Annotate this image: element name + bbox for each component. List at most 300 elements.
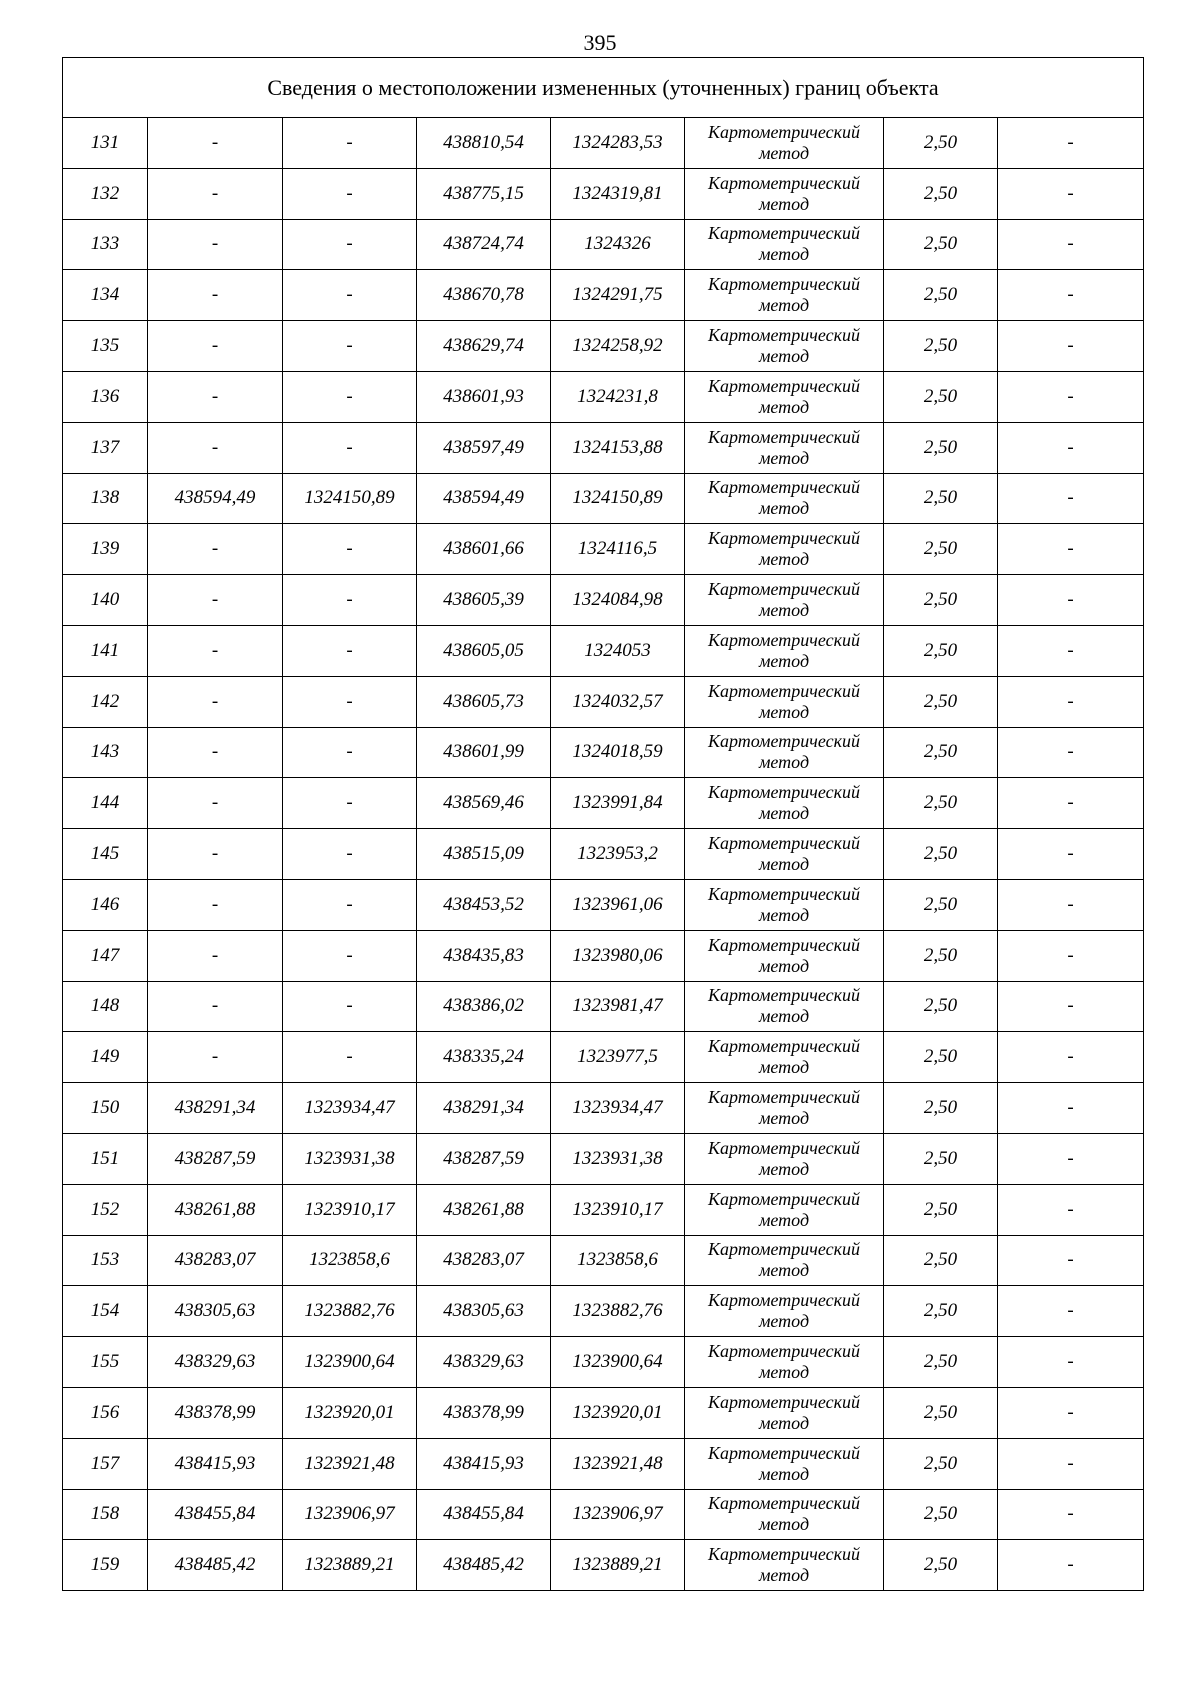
old-x-cell: - <box>148 1032 283 1083</box>
precision-cell: 2,50 <box>884 829 998 880</box>
note-cell: - <box>998 676 1144 727</box>
new-x-cell: 438329,63 <box>417 1337 551 1388</box>
table-row <box>63 981 1144 1032</box>
table-row <box>63 270 1144 321</box>
method-cell <box>685 1184 884 1235</box>
old-y-cell: 1323882,76 <box>283 1286 417 1337</box>
note-cell: - <box>998 727 1144 778</box>
old-x-cell: - <box>148 321 283 372</box>
new-x-cell: 438724,74 <box>417 219 551 270</box>
note-cell: - <box>998 829 1144 880</box>
old-y-cell: - <box>283 219 417 270</box>
new-y-cell: 1324032,57 <box>551 676 685 727</box>
new-x-cell: 438305,63 <box>417 1286 551 1337</box>
new-y-cell: 1323920,01 <box>551 1387 685 1438</box>
old-x-cell: - <box>148 727 283 778</box>
method-text-line2: метод <box>758 1158 810 1179</box>
page-number: 395 <box>583 30 617 55</box>
note-cell: - <box>998 1337 1144 1388</box>
note-cell: - <box>998 371 1144 422</box>
method-text-line2: метод <box>758 1006 810 1027</box>
note-cell: - <box>998 575 1144 626</box>
new-x-cell: 438810,54 <box>417 118 551 169</box>
point-number-cell: 140 <box>63 575 148 626</box>
note-cell: - <box>998 625 1144 676</box>
old-y-cell: 1323900,64 <box>283 1337 417 1388</box>
point-number-cell: 155 <box>63 1337 148 1388</box>
precision-cell: 2,50 <box>884 727 998 778</box>
new-y-cell: 1324319,81 <box>551 168 685 219</box>
note-cell: - <box>998 270 1144 321</box>
method-text-line1: Картометрический <box>707 1493 860 1514</box>
new-x-cell: 438629,74 <box>417 321 551 372</box>
method-text-line2: метод <box>758 1108 810 1129</box>
point-number-cell: 143 <box>63 727 148 778</box>
new-y-cell: 1324116,5 <box>551 524 685 575</box>
point-number-cell: 135 <box>63 321 148 372</box>
method-text-line2: метод <box>758 955 810 976</box>
method-text-line1: Картометрический <box>707 223 860 244</box>
table-row <box>63 1083 1144 1134</box>
precision-cell: 2,50 <box>884 981 998 1032</box>
method-text-line2: метод <box>758 1260 810 1281</box>
note-cell: - <box>998 1540 1144 1591</box>
old-x-cell: 438287,59 <box>148 1133 283 1184</box>
note-cell: - <box>998 1438 1144 1489</box>
method-text-line1: Картометрический <box>707 477 860 498</box>
method-text-line1: Картометрический <box>707 934 860 955</box>
method-text-line1: Картометрический <box>707 782 860 803</box>
old-x-cell: 438283,07 <box>148 1235 283 1286</box>
point-number-cell: 134 <box>63 270 148 321</box>
old-y-cell: - <box>283 270 417 321</box>
point-number-cell: 150 <box>63 1083 148 1134</box>
old-x-cell: 438455,84 <box>148 1489 283 1540</box>
table-row <box>63 371 1144 422</box>
method-text-line1: Картометрический <box>707 426 860 447</box>
method-cell <box>685 219 884 270</box>
precision-cell: 2,50 <box>884 778 998 829</box>
note-cell: - <box>998 1489 1144 1540</box>
old-y-cell: - <box>283 778 417 829</box>
old-y-cell: - <box>283 118 417 169</box>
old-y-cell: 1323906,97 <box>283 1489 417 1540</box>
precision-cell: 2,50 <box>884 1286 998 1337</box>
method-text-line1: Картометрический <box>707 1442 860 1463</box>
method-text-line1: Картометрический <box>707 528 860 549</box>
new-x-cell: 438455,84 <box>417 1489 551 1540</box>
method-text-line2: метод <box>758 346 810 367</box>
table-row <box>63 1387 1144 1438</box>
method-text-line2: метод <box>758 752 810 773</box>
new-x-cell: 438287,59 <box>417 1133 551 1184</box>
point-number-cell: 148 <box>63 981 148 1032</box>
old-x-cell: - <box>148 625 283 676</box>
method-text-line1: Картометрический <box>707 1290 860 1311</box>
precision-cell: 2,50 <box>884 1235 998 1286</box>
table-row <box>63 727 1144 778</box>
new-y-cell: 1324150,89 <box>551 473 685 524</box>
old-x-cell: - <box>148 118 283 169</box>
old-y-cell: - <box>283 321 417 372</box>
old-x-cell: - <box>148 422 283 473</box>
method-text-line1: Картометрический <box>707 1341 860 1362</box>
table-row <box>63 778 1144 829</box>
table-row <box>63 1540 1144 1591</box>
point-number-cell: 136 <box>63 371 148 422</box>
note-cell: - <box>998 879 1144 930</box>
new-x-cell: 438453,52 <box>417 879 551 930</box>
old-y-cell: - <box>283 575 417 626</box>
table-caption-row <box>63 58 1144 118</box>
method-cell <box>685 270 884 321</box>
point-number-cell: 146 <box>63 879 148 930</box>
method-cell <box>685 1133 884 1184</box>
method-text-line1: Картометрический <box>707 1036 860 1057</box>
method-cell <box>685 575 884 626</box>
point-number-cell: 131 <box>63 118 148 169</box>
method-text-line1: Картометрический <box>707 325 860 346</box>
old-x-cell: - <box>148 219 283 270</box>
method-text-line2: метод <box>758 650 810 671</box>
new-y-cell: 1324326 <box>551 219 685 270</box>
old-y-cell: - <box>283 930 417 981</box>
table-row <box>63 422 1144 473</box>
boundary-coordinates-table <box>62 57 1144 1591</box>
point-number-cell: 145 <box>63 829 148 880</box>
note-cell: - <box>998 981 1144 1032</box>
table-row <box>63 118 1144 169</box>
method-text-line2: метод <box>758 1362 810 1383</box>
table-row <box>63 879 1144 930</box>
method-text-line2: метод <box>758 701 810 722</box>
point-number-cell: 144 <box>63 778 148 829</box>
method-text-line2: метод <box>758 1463 810 1484</box>
old-x-cell: 438485,42 <box>148 1540 283 1591</box>
note-cell: - <box>998 118 1144 169</box>
old-y-cell: - <box>283 829 417 880</box>
new-y-cell: 1324283,53 <box>551 118 685 169</box>
point-number-cell: 158 <box>63 1489 148 1540</box>
precision-cell: 2,50 <box>884 575 998 626</box>
old-x-cell: - <box>148 371 283 422</box>
method-text-line1: Картометрический <box>707 833 860 854</box>
old-x-cell: - <box>148 524 283 575</box>
precision-cell: 2,50 <box>884 1387 998 1438</box>
point-number-cell: 154 <box>63 1286 148 1337</box>
table-row <box>63 473 1144 524</box>
method-text-line2: метод <box>758 244 810 265</box>
new-y-cell: 1323980,06 <box>551 930 685 981</box>
method-text-line1: Картометрический <box>707 1239 860 1260</box>
precision-cell: 2,50 <box>884 676 998 727</box>
method-text-line2: метод <box>758 1057 810 1078</box>
precision-cell: 2,50 <box>884 219 998 270</box>
precision-cell: 2,50 <box>884 930 998 981</box>
new-y-cell: 1323977,5 <box>551 1032 685 1083</box>
table-caption: Сведения о местоположении измененных (уточненных) границ объекта <box>63 58 1144 118</box>
precision-cell: 2,50 <box>884 1438 998 1489</box>
note-cell: - <box>998 1387 1144 1438</box>
table-row <box>63 829 1144 880</box>
point-number-cell: 139 <box>63 524 148 575</box>
method-cell <box>685 371 884 422</box>
method-text-line1: Картометрический <box>707 1137 860 1158</box>
method-text-line1: Картометрический <box>707 1188 860 1209</box>
new-y-cell: 1324291,75 <box>551 270 685 321</box>
new-x-cell: 438670,78 <box>417 270 551 321</box>
table-row <box>63 625 1144 676</box>
note-cell: - <box>998 219 1144 270</box>
old-y-cell: - <box>283 879 417 930</box>
point-number-cell: 132 <box>63 168 148 219</box>
precision-cell: 2,50 <box>884 1489 998 1540</box>
new-y-cell: 1324258,92 <box>551 321 685 372</box>
old-y-cell: - <box>283 676 417 727</box>
method-cell <box>685 1286 884 1337</box>
method-text-line2: метод <box>758 549 810 570</box>
old-x-cell: - <box>148 778 283 829</box>
method-text-line2: метод <box>758 1514 810 1535</box>
precision-cell: 2,50 <box>884 1540 998 1591</box>
precision-cell: 2,50 <box>884 270 998 321</box>
method-cell <box>685 1032 884 1083</box>
method-text-line1: Картометрический <box>707 121 860 142</box>
method-cell <box>685 473 884 524</box>
table-row <box>63 575 1144 626</box>
old-x-cell: 438415,93 <box>148 1438 283 1489</box>
old-y-cell: 1323921,48 <box>283 1438 417 1489</box>
new-y-cell: 1323910,17 <box>551 1184 685 1235</box>
precision-cell: 2,50 <box>884 1184 998 1235</box>
note-cell: - <box>998 473 1144 524</box>
point-number-cell: 151 <box>63 1133 148 1184</box>
method-cell <box>685 727 884 778</box>
new-y-cell: 1323981,47 <box>551 981 685 1032</box>
method-cell <box>685 321 884 372</box>
old-x-cell: 438305,63 <box>148 1286 283 1337</box>
new-x-cell: 438601,93 <box>417 371 551 422</box>
point-number-cell: 152 <box>63 1184 148 1235</box>
method-text-line1: Картометрический <box>707 731 860 752</box>
method-text-line2: метод <box>758 600 810 621</box>
old-x-cell: - <box>148 168 283 219</box>
method-cell <box>685 1235 884 1286</box>
method-cell <box>685 1337 884 1388</box>
table-row <box>63 1184 1144 1235</box>
method-cell <box>685 930 884 981</box>
old-x-cell: - <box>148 879 283 930</box>
new-x-cell: 438605,39 <box>417 575 551 626</box>
method-cell <box>685 981 884 1032</box>
new-x-cell: 438601,99 <box>417 727 551 778</box>
note-cell: - <box>998 422 1144 473</box>
old-x-cell: - <box>148 676 283 727</box>
new-y-cell: 1324053 <box>551 625 685 676</box>
old-x-cell: 438329,63 <box>148 1337 283 1388</box>
old-y-cell: - <box>283 625 417 676</box>
precision-cell: 2,50 <box>884 321 998 372</box>
method-text-line2: метод <box>758 854 810 875</box>
table-row <box>63 1438 1144 1489</box>
precision-cell: 2,50 <box>884 168 998 219</box>
method-cell <box>685 879 884 930</box>
old-y-cell: - <box>283 981 417 1032</box>
new-x-cell: 438605,73 <box>417 676 551 727</box>
new-y-cell: 1323991,84 <box>551 778 685 829</box>
note-cell: - <box>998 930 1144 981</box>
method-cell <box>685 778 884 829</box>
precision-cell: 2,50 <box>884 473 998 524</box>
new-x-cell: 438569,46 <box>417 778 551 829</box>
precision-cell: 2,50 <box>884 524 998 575</box>
method-text-line1: Картометрический <box>707 629 860 650</box>
new-x-cell: 438605,05 <box>417 625 551 676</box>
new-y-cell: 1324084,98 <box>551 575 685 626</box>
note-cell: - <box>998 1235 1144 1286</box>
point-number-cell: 133 <box>63 219 148 270</box>
method-cell <box>685 1438 884 1489</box>
method-cell <box>685 1489 884 1540</box>
method-text-line2: метод <box>758 447 810 468</box>
method-text-line2: метод <box>758 1565 810 1586</box>
old-y-cell: 1323920,01 <box>283 1387 417 1438</box>
new-x-cell: 438335,24 <box>417 1032 551 1083</box>
new-x-cell: 438435,83 <box>417 930 551 981</box>
point-number-cell: 138 <box>63 473 148 524</box>
method-cell <box>685 625 884 676</box>
old-x-cell: - <box>148 981 283 1032</box>
old-y-cell: - <box>283 524 417 575</box>
point-number-cell: 153 <box>63 1235 148 1286</box>
new-y-cell: 1323931,38 <box>551 1133 685 1184</box>
method-cell <box>685 422 884 473</box>
new-y-cell: 1323953,2 <box>551 829 685 880</box>
old-x-cell: - <box>148 575 283 626</box>
new-y-cell: 1323882,76 <box>551 1286 685 1337</box>
table-body <box>63 58 1144 1591</box>
old-x-cell: 438594,49 <box>148 473 283 524</box>
table-row <box>63 676 1144 727</box>
note-cell: - <box>998 1184 1144 1235</box>
new-x-cell: 438283,07 <box>417 1235 551 1286</box>
precision-cell: 2,50 <box>884 879 998 930</box>
old-y-cell: 1323889,21 <box>283 1540 417 1591</box>
point-number-cell: 137 <box>63 422 148 473</box>
table-row <box>63 1286 1144 1337</box>
old-y-cell: 1324150,89 <box>283 473 417 524</box>
table-row <box>63 1489 1144 1540</box>
method-text-line2: метод <box>758 295 810 316</box>
note-cell: - <box>998 1032 1144 1083</box>
old-y-cell: 1323858,6 <box>283 1235 417 1286</box>
new-x-cell: 438291,34 <box>417 1083 551 1134</box>
method-cell <box>685 118 884 169</box>
method-text-line1: Картометрический <box>707 579 860 600</box>
new-x-cell: 438515,09 <box>417 829 551 880</box>
new-x-cell: 438378,99 <box>417 1387 551 1438</box>
new-y-cell: 1323961,06 <box>551 879 685 930</box>
old-x-cell: 438291,34 <box>148 1083 283 1134</box>
method-cell <box>685 676 884 727</box>
method-text-line2: метод <box>758 1311 810 1332</box>
new-y-cell: 1324231,8 <box>551 371 685 422</box>
new-y-cell: 1323900,64 <box>551 1337 685 1388</box>
table-row <box>63 321 1144 372</box>
method-text-line1: Картометрический <box>707 1544 860 1565</box>
note-cell: - <box>998 778 1144 829</box>
new-x-cell: 438594,49 <box>417 473 551 524</box>
precision-cell: 2,50 <box>884 1083 998 1134</box>
precision-cell: 2,50 <box>884 422 998 473</box>
old-x-cell: - <box>148 930 283 981</box>
new-x-cell: 438597,49 <box>417 422 551 473</box>
old-y-cell: 1323934,47 <box>283 1083 417 1134</box>
method-cell <box>685 168 884 219</box>
method-text-line2: метод <box>758 142 810 163</box>
method-text-line1: Картометрический <box>707 1391 860 1412</box>
old-x-cell: - <box>148 270 283 321</box>
precision-cell: 2,50 <box>884 371 998 422</box>
table-row <box>63 524 1144 575</box>
old-y-cell: - <box>283 422 417 473</box>
method-cell <box>685 524 884 575</box>
method-cell <box>685 1540 884 1591</box>
point-number-cell: 142 <box>63 676 148 727</box>
precision-cell: 2,50 <box>884 1133 998 1184</box>
note-cell: - <box>998 524 1144 575</box>
method-text-line2: метод <box>758 1209 810 1230</box>
method-text-line1: Картометрический <box>707 375 860 396</box>
new-y-cell: 1323858,6 <box>551 1235 685 1286</box>
new-x-cell: 438386,02 <box>417 981 551 1032</box>
table-row <box>63 219 1144 270</box>
point-number-cell: 159 <box>63 1540 148 1591</box>
old-x-cell: 438261,88 <box>148 1184 283 1235</box>
new-y-cell: 1323889,21 <box>551 1540 685 1591</box>
method-text-line1: Картометрический <box>707 883 860 904</box>
old-x-cell: 438378,99 <box>148 1387 283 1438</box>
method-text-line2: метод <box>758 803 810 824</box>
method-text-line1: Картометрический <box>707 1087 860 1108</box>
method-text-line2: метод <box>758 498 810 519</box>
table-row <box>63 1032 1144 1083</box>
method-text-line1: Картометрический <box>707 172 860 193</box>
new-x-cell: 438261,88 <box>417 1184 551 1235</box>
method-text-line1: Картометрический <box>707 985 860 1006</box>
new-x-cell: 438485,42 <box>417 1540 551 1591</box>
point-number-cell: 147 <box>63 930 148 981</box>
method-text-line1: Картометрический <box>707 274 860 295</box>
method-text-line2: метод <box>758 904 810 925</box>
new-y-cell: 1323906,97 <box>551 1489 685 1540</box>
table-row <box>63 1235 1144 1286</box>
new-y-cell: 1323934,47 <box>551 1083 685 1134</box>
new-y-cell: 1324153,88 <box>551 422 685 473</box>
table-row <box>63 1337 1144 1388</box>
note-cell: - <box>998 168 1144 219</box>
old-y-cell: - <box>283 1032 417 1083</box>
note-cell: - <box>998 1083 1144 1134</box>
precision-cell: 2,50 <box>884 1337 998 1388</box>
old-y-cell: - <box>283 727 417 778</box>
precision-cell: 2,50 <box>884 1032 998 1083</box>
method-cell <box>685 1387 884 1438</box>
old-y-cell: 1323931,38 <box>283 1133 417 1184</box>
new-x-cell: 438415,93 <box>417 1438 551 1489</box>
note-cell: - <box>998 1286 1144 1337</box>
old-y-cell: - <box>283 371 417 422</box>
